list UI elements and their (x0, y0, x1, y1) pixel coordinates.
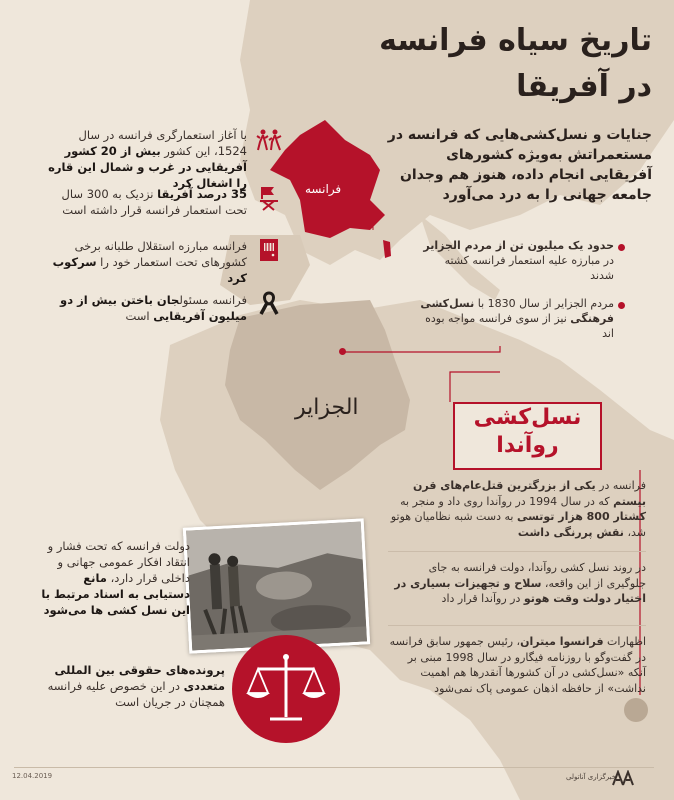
scale-icon (232, 635, 340, 743)
separator (388, 625, 646, 626)
algeria-fact-deaths: حدود یک میلیون تن از مردم الجزایر در مبارزه علیه استعمار فرانسه کشته شدند (423, 239, 614, 282)
separator (388, 551, 646, 552)
rwanda-region (624, 698, 648, 722)
algeria-label: الجزایر (295, 395, 359, 420)
aa-logo-icon (612, 770, 634, 786)
flag-chair-icon (256, 185, 282, 215)
prison-door-icon (256, 237, 282, 267)
rwanda-title-box (453, 402, 602, 470)
subtitle: جنایات و نسل‌کشی‌هایی که فرانسه در مستعمراتش به‌ویژه کشورهای آفریقایی انجام داده، هنوز هم وجدان جامعه جهانی را به درد می‌آورد (387, 127, 652, 203)
bullet-dot (618, 244, 625, 251)
fact-suppression: فرانسه مبارزه استقلال طلبانه برخی کشورهای تحت استعمار خود را سرکوب کرد (52, 239, 247, 285)
rwanda-paragraph-2: در روند نسل کشی روآندا، دولت فرانسه به جای جلوگیری از این واقعه، سلاح و تجهیزات بسیاری در اختیار دولت وقت هوتو در روآندا قرار داد (394, 561, 646, 605)
rwanda-title-line-2: روآندا (496, 433, 559, 458)
rwanda-paragraph-1: فرانسه در یکی از بزرگترین قتل‌عام‌های قرن بیستم که در سال 1994 در روآندا روی داد و منجر به کشتار 800 هزار توتسی به دست شبه نظامیان هوتو شد، نقش پررنگی داشت (390, 479, 646, 539)
rwanda-paragraph-3: اظهارات فرانسوا میتران، رئیس جمهور سابق فرانسه در گفت‌وگو با روزنامه فیگارو در سال 1998 مبنی بر آنکه «نسل‌کشی در آن کشورها آنقدرها هم اهمیت نداشت» از حافظه اذهان عمومی پاک نمی‌شود (389, 635, 646, 695)
connector-dot (339, 348, 346, 355)
rwanda-title-line-1: نسل‌کشی (473, 405, 582, 430)
algeria-fact-cultural: مردم الجزایر از سال 1830 با نسل‌کشی فرهنگی نیز از سوی فرانسه مواجه بوده اند (420, 297, 614, 340)
scale-caption: پرونده‌های حقوقی بین المللی متعددی در این خصوص علیه فرانسه همچنان در جریان است (47, 663, 225, 709)
fact-deaths: فرانسه مسئولجان باختن بیش از دو میلیون آفریقایی است (60, 293, 247, 323)
france-label: فرانسه (305, 182, 342, 196)
footer-divider (14, 767, 654, 768)
title-line-2: در آفریقا (516, 69, 652, 104)
page-title (322, 18, 652, 110)
dancers-icon (256, 128, 282, 158)
fact-colonization-start: با آغاز استعمارگری فرانسه در سال 1524، این کشور بیش از 20 کشور آفریقایی در غرب و شمال این قاره را اشغال کرد (48, 128, 247, 190)
bullet-dot (618, 302, 625, 309)
mourning-ribbon-icon (256, 290, 282, 320)
agency-name: خبرگزاری آناتولی (566, 773, 617, 781)
photo-caption: دولت فرانسه که تحت فشار و انتقاد افکار عمومی جهانی و داخلی قرار دارد، مانع دستیابی به اسناد مرتبط با این نسل کشی ها می‌شود (41, 539, 190, 617)
fact-35-percent: 35 درصد آفریقا نزدیک به 300 سال تحت استعمار فرانسه قرار داشته است (61, 187, 247, 217)
title-line-1: تاریخ سیاه فرانسه (379, 23, 652, 58)
genocide-photo (183, 518, 370, 653)
footer-date: 12.04.2019 (12, 772, 53, 780)
